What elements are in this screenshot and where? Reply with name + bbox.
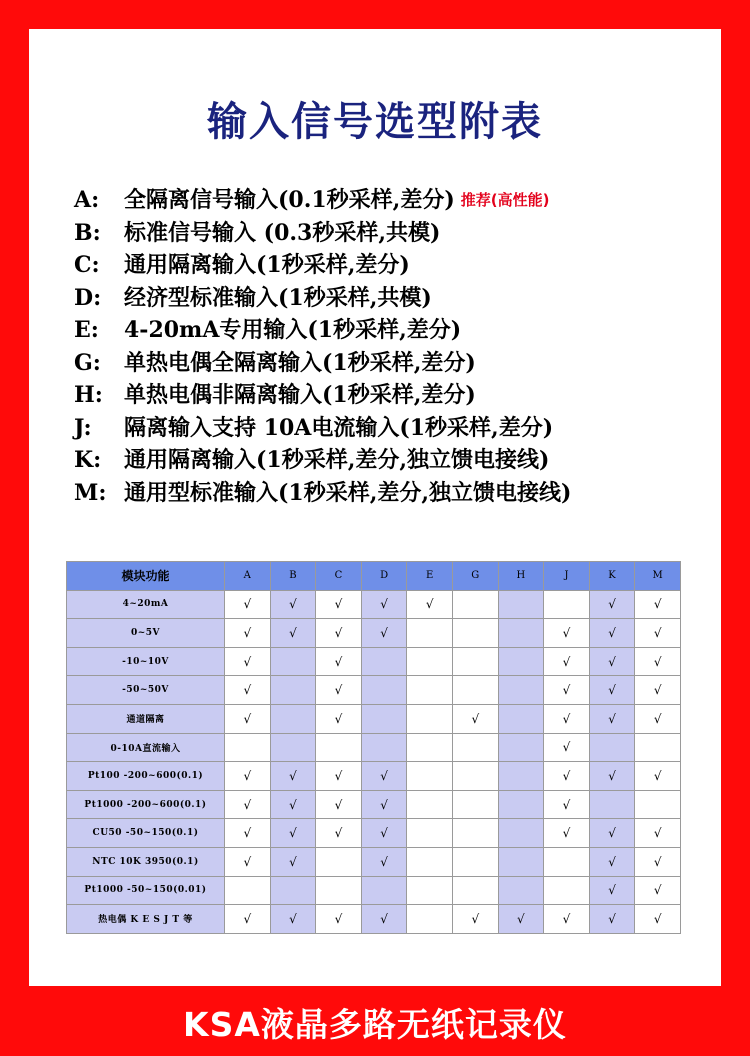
check-cell: √ — [635, 762, 681, 791]
check-cell — [498, 876, 544, 905]
check-cell — [452, 676, 498, 705]
option-item — [74, 477, 571, 510]
option-item — [74, 282, 571, 315]
check-cell: √ — [544, 762, 590, 791]
check-cell: √ — [452, 704, 498, 733]
check-cell — [452, 733, 498, 762]
option-code: B: — [74, 219, 101, 246]
check-cell: √ — [544, 733, 590, 762]
check-cell: √ — [225, 590, 271, 619]
option-code: K: — [74, 447, 102, 473]
check-cell: √ — [407, 590, 453, 619]
check-cell — [270, 876, 316, 905]
check-cell — [270, 704, 316, 733]
table-header-column: B — [270, 562, 316, 591]
check-cell — [270, 676, 316, 705]
check-cell: √ — [225, 819, 271, 848]
option-item — [74, 314, 571, 347]
check-cell — [361, 876, 407, 905]
check-cell: √ — [589, 762, 635, 791]
check-cell — [498, 590, 544, 619]
check-cell — [452, 790, 498, 819]
check-cell: √ — [316, 590, 362, 619]
check-cell — [498, 676, 544, 705]
option-item — [74, 444, 571, 477]
check-cell: √ — [361, 905, 407, 934]
check-cell: √ — [589, 676, 635, 705]
row-label: 热电偶 K E S J T 等 — [67, 905, 225, 934]
check-cell: √ — [361, 762, 407, 791]
check-cell: √ — [225, 676, 271, 705]
check-cell: √ — [544, 905, 590, 934]
check-cell — [407, 790, 453, 819]
table-header-column: J — [544, 562, 590, 591]
check-cell — [498, 647, 544, 676]
footer-title: KSA液晶多路无纸记录仪 — [183, 1005, 567, 1044]
check-cell — [270, 647, 316, 676]
check-cell — [589, 733, 635, 762]
row-label: 0-10A直流输入 — [67, 733, 225, 762]
check-cell — [498, 819, 544, 848]
check-cell — [407, 704, 453, 733]
check-cell: √ — [361, 619, 407, 648]
page-title: 输入信号选型附表 — [207, 99, 543, 145]
table-row — [67, 790, 681, 819]
check-cell — [270, 733, 316, 762]
check-cell — [498, 847, 544, 876]
check-cell: √ — [225, 704, 271, 733]
check-cell: √ — [452, 905, 498, 934]
option-text: 隔离输入支持 10A电流输入(1秒采样,差分) — [124, 414, 554, 441]
check-cell: √ — [361, 590, 407, 619]
check-cell — [316, 876, 362, 905]
check-cell — [452, 647, 498, 676]
check-cell: √ — [589, 905, 635, 934]
table-row — [67, 905, 681, 934]
check-cell — [589, 790, 635, 819]
check-cell: √ — [225, 790, 271, 819]
check-cell: √ — [589, 704, 635, 733]
check-cell — [316, 733, 362, 762]
table-header-column: C — [316, 562, 362, 591]
check-cell: √ — [589, 876, 635, 905]
check-cell: √ — [270, 847, 316, 876]
check-cell: √ — [635, 676, 681, 705]
option-item — [74, 249, 571, 282]
check-cell — [498, 790, 544, 819]
check-cell: √ — [270, 790, 316, 819]
check-cell — [407, 905, 453, 934]
option-code: M: — [74, 479, 107, 506]
check-cell: √ — [316, 647, 362, 676]
table-row — [67, 647, 681, 676]
check-cell — [407, 762, 453, 791]
table-header-column: G — [452, 562, 498, 591]
option-code: D: — [74, 284, 102, 311]
check-cell: √ — [270, 819, 316, 848]
check-cell: √ — [635, 704, 681, 733]
check-cell — [225, 733, 271, 762]
check-cell: √ — [316, 905, 362, 934]
check-cell: √ — [316, 676, 362, 705]
row-label: Pt100 -200~600(0.1) — [67, 762, 225, 791]
check-cell: √ — [225, 905, 271, 934]
option-text: 标准信号输入 (0.3秒采样,共模) — [124, 219, 441, 246]
row-label: -10~10V — [67, 647, 225, 676]
check-cell: √ — [544, 647, 590, 676]
table-row — [67, 819, 681, 848]
check-cell: √ — [498, 905, 544, 934]
check-cell: √ — [544, 619, 590, 648]
table-row — [67, 590, 681, 619]
check-cell: √ — [544, 704, 590, 733]
option-text: 通用隔离输入(1秒采样,差分,独立馈电接线) — [124, 447, 550, 473]
option-text: 通用型标准输入(1秒采样,差分,独立馈电接线) — [124, 479, 572, 506]
check-cell — [498, 704, 544, 733]
check-cell — [316, 847, 362, 876]
check-cell — [361, 676, 407, 705]
check-cell — [452, 847, 498, 876]
option-item — [74, 412, 571, 445]
check-cell — [635, 733, 681, 762]
table-row — [67, 619, 681, 648]
check-cell: √ — [316, 619, 362, 648]
row-label: -50~50V — [67, 676, 225, 705]
table-row — [67, 876, 681, 905]
check-cell — [407, 876, 453, 905]
check-cell: √ — [270, 762, 316, 791]
check-cell: √ — [225, 762, 271, 791]
option-text: 单热电偶全隔离输入(1秒采样,差分) — [124, 349, 476, 376]
check-cell: √ — [544, 676, 590, 705]
option-code: G: — [74, 349, 101, 376]
check-cell — [452, 819, 498, 848]
check-cell: √ — [635, 647, 681, 676]
option-text: 经济型标准输入(1秒采样,共模) — [124, 284, 432, 311]
table-row — [67, 847, 681, 876]
row-label: NTC 10K 3950(0.1) — [67, 847, 225, 876]
recommend-note: 推荐(高性能) — [460, 191, 550, 209]
option-item — [74, 379, 571, 412]
check-cell: √ — [589, 590, 635, 619]
check-cell: √ — [316, 704, 362, 733]
option-item — [74, 217, 571, 250]
check-cell — [544, 876, 590, 905]
option-code: J: — [74, 414, 92, 441]
check-cell: √ — [544, 819, 590, 848]
row-label: Pt1000 -200~600(0.1) — [67, 790, 225, 819]
option-text: 4-20mA专用输入(1秒采样,差分) — [124, 317, 462, 343]
table-row — [67, 676, 681, 705]
check-cell — [635, 790, 681, 819]
check-cell — [452, 590, 498, 619]
check-cell — [452, 876, 498, 905]
option-item — [74, 347, 571, 380]
check-cell: √ — [225, 619, 271, 648]
table-header-column: A — [225, 562, 271, 591]
table-row — [67, 762, 681, 791]
check-cell: √ — [270, 905, 316, 934]
check-cell: √ — [589, 647, 635, 676]
row-label: CU50 -50~150(0.1) — [67, 819, 225, 848]
check-cell — [225, 876, 271, 905]
check-cell — [361, 647, 407, 676]
table-header-column: M — [635, 562, 681, 591]
check-cell: √ — [635, 619, 681, 648]
check-cell — [544, 590, 590, 619]
table-row — [67, 704, 681, 733]
selection-table — [66, 561, 681, 934]
check-cell — [407, 647, 453, 676]
check-cell: √ — [225, 647, 271, 676]
check-cell — [452, 762, 498, 791]
option-item — [74, 184, 571, 217]
option-code: A: — [74, 187, 100, 213]
check-cell: √ — [544, 790, 590, 819]
check-cell: √ — [316, 762, 362, 791]
check-cell: √ — [225, 847, 271, 876]
check-cell — [407, 819, 453, 848]
check-cell: √ — [361, 819, 407, 848]
table-header-column: K — [589, 562, 635, 591]
option-text: 单热电偶非隔离输入(1秒采样,差分) — [124, 382, 476, 408]
check-cell: √ — [635, 819, 681, 848]
table-row — [67, 733, 681, 762]
check-cell — [407, 733, 453, 762]
table-header-column: D — [361, 562, 407, 591]
check-cell: √ — [635, 905, 681, 934]
option-code: C: — [74, 252, 100, 278]
option-code: E: — [74, 317, 99, 343]
check-cell — [361, 733, 407, 762]
check-cell: √ — [270, 619, 316, 648]
row-label: 4~20mA — [67, 590, 225, 619]
check-cell: √ — [635, 847, 681, 876]
check-cell — [498, 619, 544, 648]
option-text: 全隔离信号输入(0.1秒采样,差分) — [124, 187, 455, 213]
table-header-column: E — [407, 562, 453, 591]
check-cell: √ — [635, 876, 681, 905]
table-header-column: H — [498, 562, 544, 591]
check-cell: √ — [270, 590, 316, 619]
check-cell — [361, 704, 407, 733]
check-cell — [407, 676, 453, 705]
table-header-feature: 模块功能 — [67, 562, 225, 591]
check-cell — [407, 847, 453, 876]
option-text: 通用隔离输入(1秒采样,差分) — [124, 252, 410, 278]
check-cell — [544, 847, 590, 876]
check-cell: √ — [316, 819, 362, 848]
check-cell: √ — [316, 790, 362, 819]
option-code: H: — [74, 382, 103, 408]
check-cell — [452, 619, 498, 648]
check-cell: √ — [589, 847, 635, 876]
check-cell — [498, 762, 544, 791]
check-cell: √ — [361, 790, 407, 819]
check-cell: √ — [589, 619, 635, 648]
check-cell: √ — [635, 590, 681, 619]
check-cell: √ — [589, 819, 635, 848]
row-label: 0~5V — [67, 619, 225, 648]
row-label: Pt1000 -50~150(0.01) — [67, 876, 225, 905]
check-cell — [498, 733, 544, 762]
check-cell: √ — [361, 847, 407, 876]
option-list — [74, 184, 571, 509]
row-label: 通道隔离 — [67, 704, 225, 733]
check-cell — [407, 619, 453, 648]
